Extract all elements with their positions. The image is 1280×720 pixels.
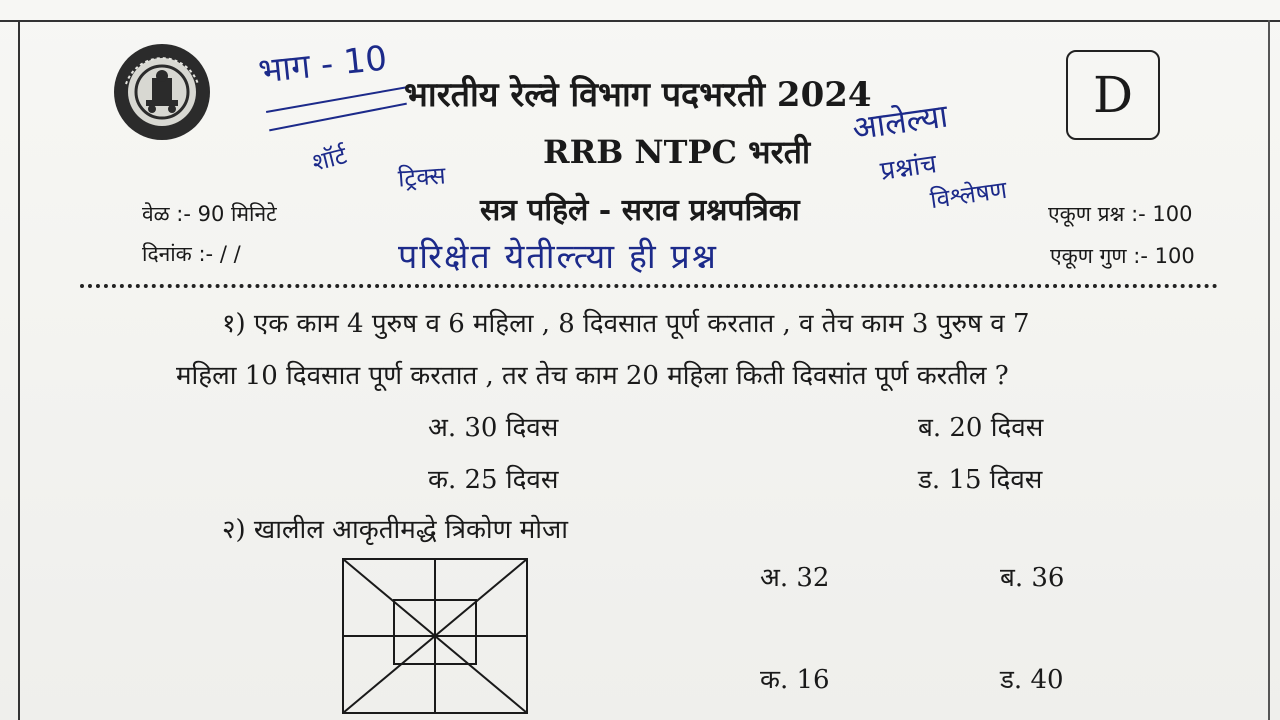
- page-title: भारतीय रेल्वे विभाग पदभरती 2024: [404, 75, 872, 115]
- handwritten-tricks: ट्रिक्स: [397, 161, 447, 193]
- session-title: सत्र पहिले - सराव प्रश्नपत्रिका: [480, 193, 800, 228]
- triangle-figure: [340, 556, 530, 716]
- page-border-right: [1268, 20, 1270, 720]
- question-1-line-1: १) एक काम 4 पुरुष व 6 महिला , 8 दिवसात पूर्ण करतात , व तेच काम 3 पुरुष व 7: [222, 309, 1030, 339]
- page-subtitle: RRB NTPC भरती: [543, 133, 811, 171]
- exam-duration: वेळ :- 90 मिनिटे: [142, 202, 277, 226]
- question-2-option-d: ड. 40: [1000, 665, 1064, 695]
- handwritten-aalelya: आलेल्या: [849, 96, 951, 148]
- handwritten-exam-note: परिक्षेत येतील्त्या ही प्रश्न: [398, 237, 718, 277]
- question-2-option-a: अ. 32: [760, 563, 830, 593]
- handwritten-part-number: भाग - 10: [256, 38, 389, 92]
- question-1-option-a: अ. 30 दिवस: [428, 413, 559, 443]
- question-2-option-c: क. 16: [760, 665, 830, 695]
- handwritten-short: शॉर्ट: [309, 141, 350, 177]
- question-1-option-d: ड. 15 दिवस: [918, 465, 1043, 495]
- handwritten-prashnanch: प्रश्नांच: [878, 149, 939, 187]
- question-1-option-c: क. 25 दिवस: [428, 465, 559, 495]
- total-marks: एकूण गुण :- 100: [1050, 244, 1195, 268]
- question-1-line-2: महिला 10 दिवसात पूर्ण करतात , तर तेच काम 20 महिला किती दिवसांत पूर्ण करतील ?: [176, 361, 1009, 391]
- page-border-left: [18, 20, 20, 720]
- set-code-badge: D: [1066, 50, 1160, 140]
- total-questions: एकूण प्रश्न :- 100: [1048, 202, 1193, 226]
- indian-railways-logo-icon: [112, 42, 212, 142]
- page-border-top: [0, 20, 1280, 22]
- exam-date: दिनांक :- / /: [142, 242, 241, 266]
- dotted-divider: [80, 284, 1218, 288]
- question-2-text: २) खालील आकृतीमद्धे त्रिकोण मोजा: [222, 515, 569, 545]
- question-1-option-b: ब. 20 दिवस: [918, 413, 1044, 443]
- question-2-option-b: ब. 36: [1000, 563, 1065, 593]
- handwritten-vishleshan: विश्लेषण: [928, 175, 1009, 215]
